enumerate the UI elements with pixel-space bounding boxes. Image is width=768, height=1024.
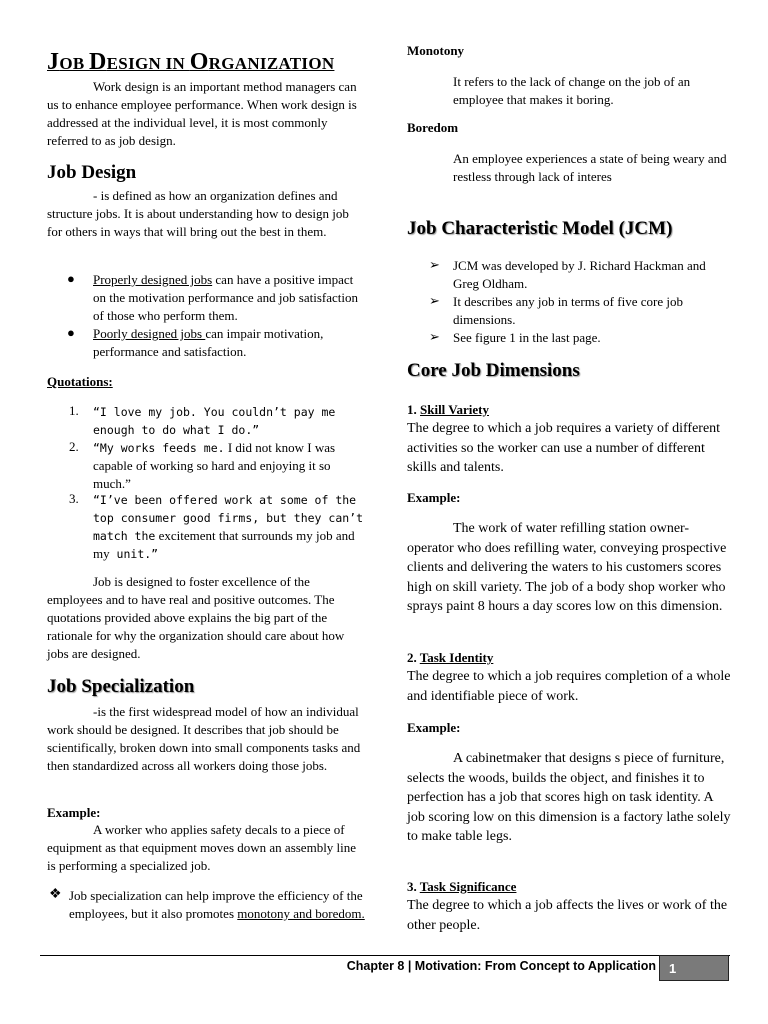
dimension-definition: The degree to which a job requires completion of a whole and identifiable piece of work. bbox=[407, 669, 731, 704]
example-paragraph: The work of water refilling station owner-operator who does refilling water, conveying prospective clients and delivering the waters to his customers scores high on skill variety. The job of a body shop worker who sprays paint 8 hours a day scores low on this dimension. bbox=[407, 521, 727, 614]
bullet-item: Poorly designed jobs can impair motivation, performance and satisfaction. bbox=[93, 326, 324, 359]
monotony-label: Monotony bbox=[407, 43, 465, 58]
page-title: JOB DESIGN IN ORGANIZATION bbox=[47, 49, 335, 75]
footer-chapter: Chapter 8 | Motivation: From Concept to Application bbox=[346, 959, 656, 973]
job-design-heading: Job Design bbox=[47, 162, 137, 183]
example-paragraph: A cabinetmaker that designs s piece of furniture, selects the woods, builds the object, and finishes it to perfection has a job that scores high on task identity. A job scoring low on this dimension is a factory lathe solely to make table legs. bbox=[407, 751, 731, 844]
footer-rule bbox=[40, 955, 730, 956]
dimension-definition: The degree to which a job affects the lives or work of the other people. bbox=[407, 898, 728, 933]
arrow-bullet-icon: ➢ bbox=[429, 257, 440, 272]
example-paragraph: A worker who applies safety decals to a piece of equipment as that equipment moves down an assembly line is performing a specialized job. bbox=[47, 822, 357, 873]
core-dimensions-heading: Core Job Dimensions bbox=[407, 360, 580, 381]
list-number: 2. bbox=[69, 439, 79, 454]
job-designed-paragraph: Job is designed to foster excellence of the employees and to have real and positive outcomes. The quotations provided above explains the big part of the rationale for why the organization should care about how jobs are designed. bbox=[47, 574, 345, 661]
quote-item: “I love my job. You couldn’t pay me enough to do what I do.” bbox=[93, 405, 336, 437]
arrow-bullet-icon: ➢ bbox=[429, 293, 440, 308]
intro-paragraph: Work design is an important method managers can us to enhance employee performance. When work design is addressed at the individual level, it is most commonly referred to as job design. bbox=[47, 79, 357, 148]
boredom-label: Boredom bbox=[407, 120, 459, 135]
quotations-label: Quotations: bbox=[47, 374, 113, 389]
dimension-title: 1. Skill Variety bbox=[407, 402, 489, 417]
job-specialization-heading: Job Specialization bbox=[47, 676, 195, 697]
page-number: 1 bbox=[659, 955, 729, 981]
quote-item: “My works feeds me. I did not know I was capable of working so hard and enjoying it so much.” bbox=[93, 440, 336, 491]
dimension-title: 2. Task Identity bbox=[407, 650, 494, 665]
diamond-bullet-item: Job specialization can help improve the efficiency of the employees, but it also promotes monotony and boredom. bbox=[69, 888, 365, 921]
bullet-dot-icon: ● bbox=[67, 325, 75, 340]
dimension-title: 3. Task Significance bbox=[407, 879, 517, 894]
dimension-definition: The degree to which a job requires a variety of different activities so the worker can use a number of different skills and talents. bbox=[407, 421, 721, 475]
jcm-item: JCM was developed by J. Richard Hackman and Greg Oldham. bbox=[453, 258, 706, 291]
monotony-paragraph: It refers to the lack of change on the job of an employee that makes it boring. bbox=[453, 74, 691, 107]
bullet-link[interactable]: Poorly designed jobs bbox=[93, 326, 206, 341]
quote-item: “I’ve been offered work at some of the top consumer good firms, but they can’t match the excitement that surrounds my job and my unit.” bbox=[93, 493, 364, 561]
specialization-paragraph: -is the first widespread model of how an individual work should be designed. It describes that job should be scientifically, broken down into small components tasks and then standardized across all workers doing those jobs. bbox=[47, 704, 361, 773]
job-design-paragraph: - is defined as how an organization defines and structure jobs. It is about understanding how to design job for others in ways that will bring out the best in them. bbox=[47, 188, 349, 239]
bullet-item: Properly designed jobs can have a positive impact on the motivation performance and job satisfaction of those who perform them. bbox=[93, 272, 358, 323]
boredom-paragraph: An employee experiences a state of being weary and restless through lack of interes bbox=[453, 151, 727, 184]
list-number: 1. bbox=[69, 403, 79, 418]
arrow-bullet-icon: ➢ bbox=[429, 329, 440, 344]
diamond-bullet-icon: ❖ bbox=[49, 887, 62, 902]
bullet-dot-icon: ● bbox=[67, 271, 75, 286]
monotony-boredom-link[interactable]: monotony and boredom. bbox=[237, 906, 365, 921]
list-number: 3. bbox=[69, 491, 79, 506]
example-label: Example: bbox=[47, 805, 101, 820]
example-label: Example: bbox=[407, 720, 461, 735]
jcm-item: It describes any job in terms of five core job dimensions. bbox=[453, 294, 683, 327]
jcm-item: See figure 1 in the last page. bbox=[453, 330, 601, 345]
example-label: Example: bbox=[407, 490, 461, 505]
bullet-link[interactable]: Properly designed jobs bbox=[93, 272, 213, 287]
jcm-heading: Job Characteristic Model (JCM) bbox=[407, 218, 673, 239]
